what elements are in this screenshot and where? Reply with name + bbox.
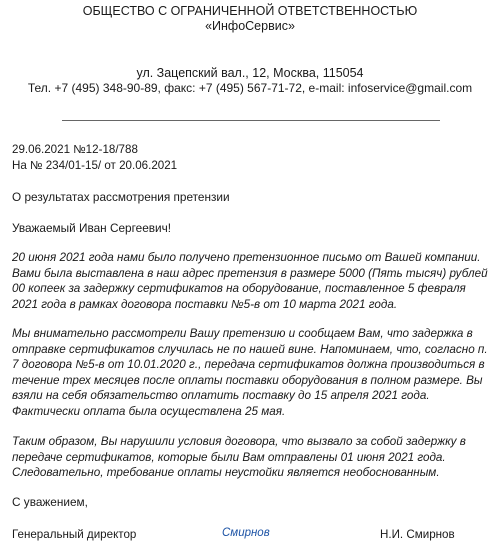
- greeting: Уважаемый Иван Сергеевич!: [12, 221, 172, 235]
- org-address: ул. Зацепский вал., 12, Москва, 115054: [136, 66, 364, 80]
- header-divider: [62, 120, 440, 121]
- body-paragraph: [12, 434, 488, 481]
- org-brand: «ИнфоСервис»: [205, 19, 295, 33]
- org-contacts: Тел. +7 (495) 348-90-89, факс: +7 (495) 567-71-72, e-mail: infoservice@gmail.com: [27, 81, 473, 95]
- paragraph-conclusion: Таким образом, Вы нарушили условия договора, что вызвало за собой задержку в передаче сертификатов, которые были Вам отправлены 01 июня 2021 года. Следовательно, требование оплаты неустойки является необоснованным.: [12, 435, 466, 480]
- reply-reference: На № 234/01-15/ от 20.06.2021: [12, 159, 178, 172]
- outgoing-number: 29.06.2021 №12-18/788: [12, 143, 138, 156]
- signer-position: Генеральный директор: [12, 528, 137, 541]
- handwritten-signature: Смирнов: [222, 527, 270, 539]
- closing: С уважением,: [12, 495, 88, 509]
- subject-line: О результатах рассмотрения претензии: [12, 190, 230, 204]
- signer-name: Н.И. Смирнов: [380, 528, 455, 541]
- body-paragraph: [12, 326, 488, 420]
- org-name: ОБЩЕСТВО С ОГРАНИЧЕННОЙ ОТВЕТСТВЕННОСТЬЮ: [82, 4, 418, 18]
- paragraph-response: Мы внимательно рассмотрели Вашу претензию и сообщаем Вам, что задержка в отправке сертификатов случилась не по нашей вине. Напоминаем, что, согласно п. 7 договора №5-в от 10.01.2020 г., передача сертификатов должна производиться в течение трех месяцев после оплаты поставки оборудования в полном размере. Вы взяли на себя обязательство оплатить поставку до 15 апреля 2021 года. Фактически оплата была осуществлена 25 мая.: [12, 327, 488, 418]
- paragraph-claim-received: 20 июня 2021 года нами было получено претензионное письмо от Вашей компании. Вами была выставлена в наш адрес претензия в размере 5000 (Пять тысяч) рублей 00 копеек за задержку сертификатов на оборудование, поставленное 5 февраля 2021 года в рамках договора поставки №5-в от 10 марта 2021 года.: [12, 251, 488, 311]
- body-paragraph: [12, 250, 488, 312]
